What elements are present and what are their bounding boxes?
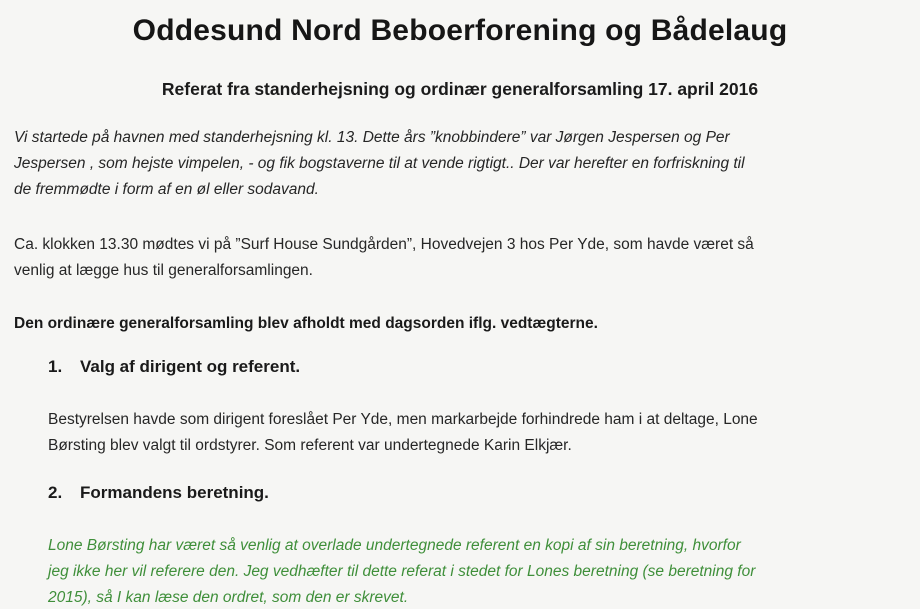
document-title: Oddesund Nord Beboerforening og Bådelaug — [132, 14, 788, 47]
paragraph-line: 2015), så I kan læse den ordret, som den er skrevet. — [48, 589, 409, 606]
agenda-item-number: 1. — [48, 357, 63, 376]
agenda-item-number: 2. — [48, 483, 63, 502]
document-subtitle: Referat fra standerhejsning og ordinær generalforsamling 17. april 2016 — [161, 79, 759, 99]
agenda-item-heading-1 — [48, 357, 300, 377]
agenda-item-title: Valg af dirigent og referent. — [80, 357, 301, 376]
intro-paragraph — [14, 125, 914, 203]
paragraph-line: Lone Børsting har været så venlig at overlade undertegnede referent en kopi af sin beretning, hvorfor — [48, 537, 741, 554]
paragraph-line: Ca. klokken 13.30 mødtes vi på ”Surf House Sundgården”, Hovedvejen 3 hos Per Yde, som havde været så — [14, 236, 754, 253]
paragraph-line: Bestyrelsen havde som dirigent foreslået Per Yde, men markarbejde forhindrede ham i at deltage, Lone — [48, 411, 758, 428]
venue-paragraph — [14, 232, 914, 284]
agenda-item-title: Formandens beretning. — [80, 483, 269, 502]
paragraph-line: Jespersen , som hejste vimpelen, - og fik bogstaverne til at vende rigtigt.. Der var herefter en forfriskning til — [14, 155, 745, 172]
beretning-paragraph — [48, 533, 918, 609]
agenda-intro: Den ordinære generalforsamling blev afholdt med dagsorden iflg. vedtægterne. — [14, 315, 598, 332]
paragraph-line: venlig at lægge hus til generalforsamlingen. — [14, 262, 313, 279]
agenda-item-heading-2 — [48, 483, 269, 503]
paragraph-line: de fremmødte i form af en øl eller sodavand. — [14, 181, 319, 198]
paragraph-line: Børsting blev valgt til ordstyrer. Som referent var undertegnede Karin Elkjær. — [48, 437, 572, 454]
paragraph-line: jeg ikke her vil referere den. Jeg vedhæfter til dette referat i stedet for Lones beretning (se beretning for — [48, 563, 756, 580]
dirigent-paragraph — [48, 407, 918, 459]
paragraph-line: Vi startede på havnen med standerhejsning kl. 13. Dette års ”knobbindere” var Jørgen Jespersen og Per — [14, 129, 730, 146]
